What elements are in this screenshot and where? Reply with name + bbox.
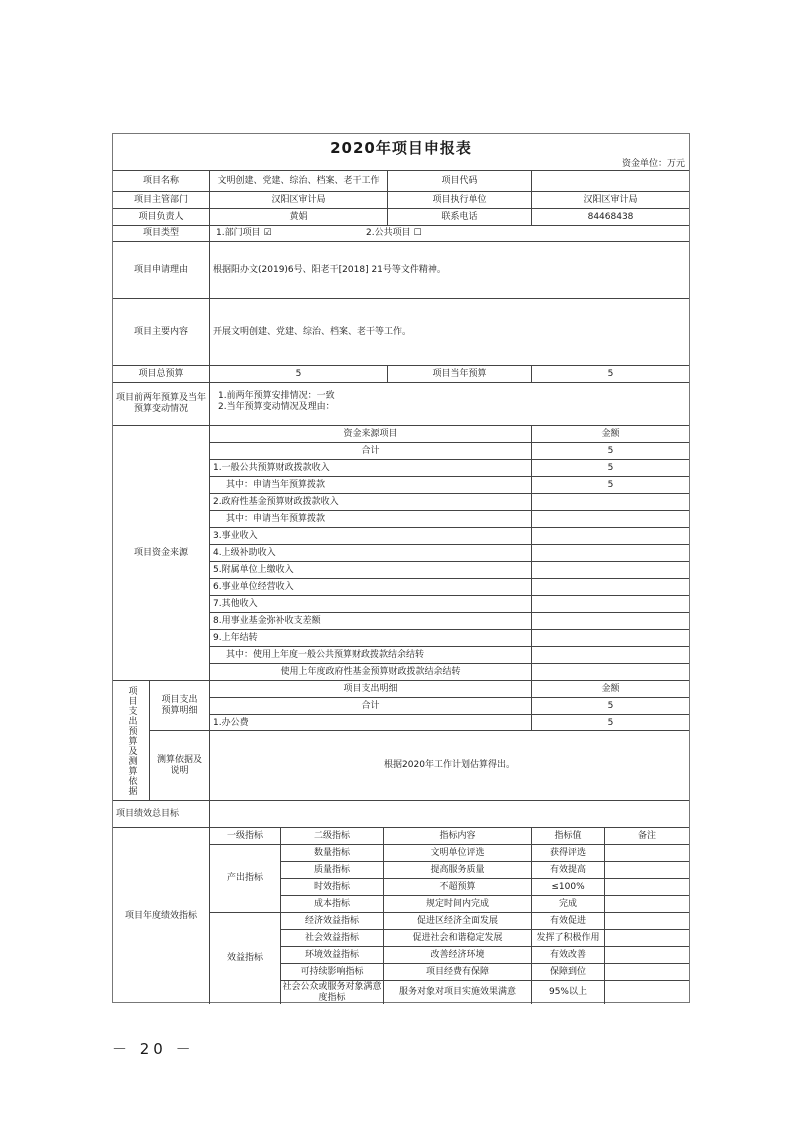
project-application-form <box>112 133 690 1003</box>
funding-row-amount <box>532 511 689 527</box>
reason-value: 根据阳办文(2019)6号、阳老干[2018] 21号等文件精神。 <box>213 264 446 275</box>
perf-header: 二级指标 <box>313 830 350 841</box>
perf-row-content: 项目经费有保障 <box>425 966 489 977</box>
funding-row-item: 8.用事业基金弥补收支差额 <box>213 615 321 626</box>
perf-row-level2: 成本指标 <box>313 898 350 909</box>
perf-row-value: 保障到位 <box>549 966 586 977</box>
project-code-label: 项目代码 <box>441 175 478 186</box>
content-label: 项目主要内容 <box>133 326 188 337</box>
funding-row-item: 其中：使用上年度一般公共预算财政拨款结余结转 <box>226 649 425 660</box>
expense-row-item: 1.办公费 <box>213 717 249 728</box>
year-budget-value: 5 <box>607 368 614 379</box>
funding-row-amount <box>532 664 689 680</box>
perf-year-label: 项目年度绩效指标 <box>124 910 197 921</box>
expense-label-text: 项目支出预算及测算依据 <box>126 685 137 796</box>
perf-row-level2: 社会公众或服务对象满意度指标 <box>282 981 382 1003</box>
perf-row-level2: 环境效益指标 <box>304 949 359 960</box>
perf-header: 指标内容 <box>439 830 476 841</box>
perf-row-level2: 时效指标 <box>313 881 350 892</box>
content-value: 开展文明创建、党建、综治、档案、老干等工作。 <box>213 326 412 337</box>
funding-row-amount <box>532 596 689 612</box>
funding-row-item: 使用上年度政府性基金预算财政拨款结余结转 <box>280 666 461 677</box>
perf-row-value: 有效提高 <box>549 864 586 875</box>
funding-row-item: 9.上年结转 <box>213 632 258 643</box>
year-budget-label: 项目当年预算 <box>432 368 487 379</box>
perf-row-value: 完成 <box>558 898 577 909</box>
perf-row-value: 发挥了积极作用 <box>536 932 600 943</box>
expense-col-amount: 金额 <box>601 683 620 694</box>
perf-row-value: ≤100% <box>551 881 585 892</box>
funding-row-item: 5.附属单位上缴收入 <box>213 564 294 575</box>
expense-col-item: 项目支出明细 <box>343 683 398 694</box>
owner-label: 项目负责人 <box>138 211 184 222</box>
total-budget-value: 5 <box>295 368 302 379</box>
form-title: 2020年项目申报表 <box>330 139 472 157</box>
expense-sub1: 项目支出预算明细 <box>161 694 198 716</box>
funding-row-item: 合计 <box>361 445 380 456</box>
project-code-value <box>532 171 689 191</box>
perf-row-content: 提高服务质量 <box>430 864 485 875</box>
perf-row-value: 有效促进 <box>549 915 586 926</box>
funding-col-amount: 金额 <box>601 428 620 439</box>
perf-row-content: 促进区经济全面发展 <box>416 915 498 926</box>
exec-unit-value: 汉阳区审计局 <box>583 194 638 205</box>
phone-label: 联系电话 <box>441 211 478 222</box>
project-name-value: 文明创建、党建、综治、档案、老干工作 <box>217 175 380 186</box>
project-name-label: 项目名称 <box>142 175 179 186</box>
expense-label <box>113 681 149 800</box>
perf-row-level2: 社会效益指标 <box>304 932 359 943</box>
funding-row-amount <box>532 630 689 646</box>
dept-value: 汉阳区审计局 <box>271 194 326 205</box>
funding-row-amount: 5 <box>607 479 614 490</box>
prev-budget-line1: 1.前两年预算安排情况：一致 <box>218 391 335 401</box>
type-option-dept: 1.部门项目 ☑ <box>216 228 272 238</box>
perf-row-value: 95%以上 <box>548 987 587 997</box>
perf-total-label: 项目绩效总目标 <box>116 808 180 819</box>
funding-col-item: 资金来源项目 <box>343 428 398 439</box>
funding-label: 项目资金来源 <box>133 547 188 558</box>
perf-row-content: 促进社会和谐稳定发展 <box>412 932 503 943</box>
expense-row-amount: 5 <box>607 717 614 728</box>
perf-row-level2: 经济效益指标 <box>304 915 359 926</box>
perf-row-level2: 可持续影响指标 <box>300 966 364 977</box>
dept-label: 项目主管部门 <box>133 194 188 205</box>
phone-value: 84468438 <box>587 211 634 222</box>
funding-row-amount <box>532 647 689 663</box>
perf-header: 指标值 <box>554 830 582 841</box>
funding-row-amount <box>532 545 689 561</box>
perf-row-value: 获得评选 <box>549 847 586 858</box>
funding-row-item: 6.事业单位经营收入 <box>213 581 294 592</box>
funding-row-amount <box>532 562 689 578</box>
funding-row-amount <box>532 494 689 510</box>
perf-row-content: 改善经济环境 <box>430 949 485 960</box>
perf-header: 备注 <box>637 830 656 841</box>
expense-sub2: 测算依据及说明 <box>156 754 202 776</box>
funding-row-amount: 5 <box>607 462 614 473</box>
prev-budget-line2: 2.当年预算变动情况及理由： <box>218 402 335 412</box>
funding-row-item: 4.上级补助收入 <box>213 547 276 558</box>
expense-basis: 根据2020年工作计划估算得出。 <box>384 760 515 770</box>
funding-row-amount <box>532 579 689 595</box>
funding-row-amount: 5 <box>607 445 614 456</box>
type-label: 项目类型 <box>142 228 179 238</box>
prev-budget-detail <box>210 383 689 425</box>
reason-label: 项目申请理由 <box>133 264 188 275</box>
perf-row-content: 文明单位评选 <box>430 847 485 858</box>
funding-row-item: 1.一般公共预算财政拨款收入 <box>213 462 330 473</box>
funding-row-item: 7.其他收入 <box>213 598 258 609</box>
page-number: － 20 － <box>112 1040 195 1058</box>
funding-row-amount <box>532 528 689 544</box>
perf-row-level2: 质量指标 <box>313 864 350 875</box>
perf-header: 一级指标 <box>226 830 263 841</box>
type-option-public: 2.公共项目 ☐ <box>366 228 422 238</box>
funding-row-item: 3.事业收入 <box>213 530 258 541</box>
perf-row-value: 有效改善 <box>549 949 586 960</box>
funding-row-item: 其中：申请当年预算拨款 <box>226 513 326 524</box>
funding-row-item: 其中：申请当年预算拨款 <box>226 479 326 490</box>
fund-unit: 资金单位：万元 <box>621 159 685 169</box>
funding-row-amount <box>532 613 689 629</box>
perf-level1-output: 产出指标 <box>226 873 263 883</box>
owner-value: 黄娟 <box>289 211 308 222</box>
perf-row-content: 不超预算 <box>439 881 476 892</box>
prev-budget-label: 项目前两年预算及当年预算变动情况 <box>115 393 206 414</box>
perf-row-level2: 数量指标 <box>313 847 350 858</box>
expense-row-item: 合计 <box>361 700 380 711</box>
exec-unit-label: 项目执行单位 <box>432 194 487 205</box>
funding-row-item: 2.政府性基金预算财政拨款收入 <box>213 496 339 507</box>
perf-row-content: 规定时间内完成 <box>425 898 489 909</box>
expense-row-amount: 5 <box>607 700 614 711</box>
total-budget-label: 项目总预算 <box>138 368 184 379</box>
perf-level1-benefit: 效益指标 <box>226 953 263 963</box>
perf-row-content: 服务对象对项目实施效果满意 <box>398 987 516 997</box>
